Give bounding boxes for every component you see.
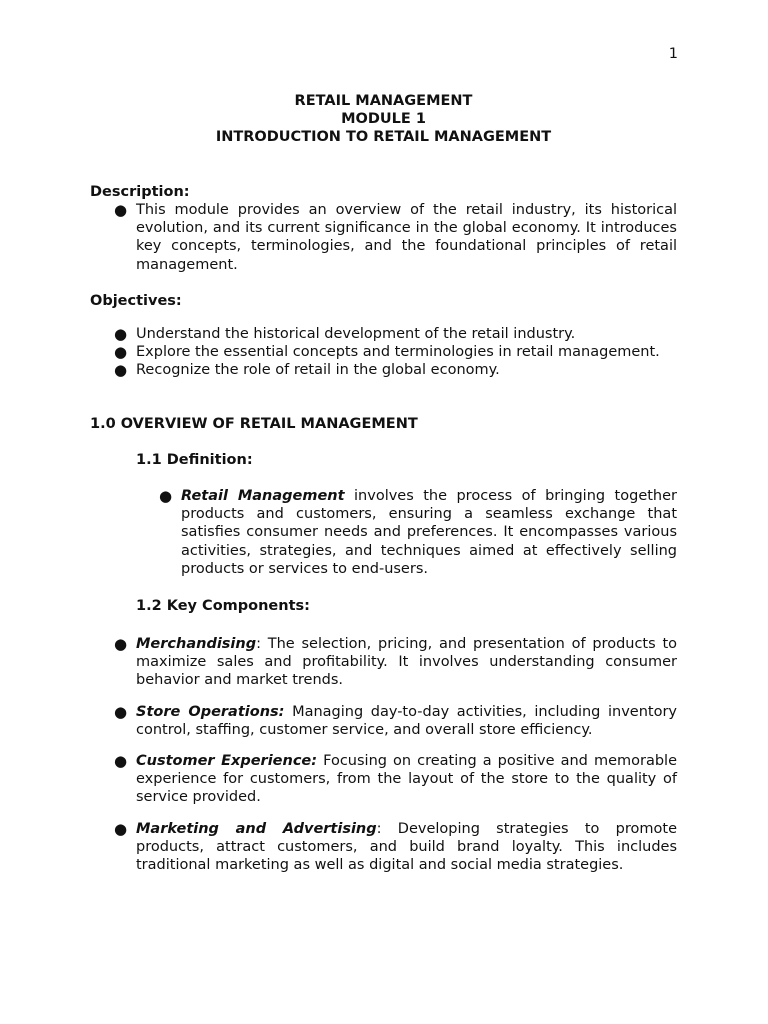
- list-item: [114, 343, 677, 362]
- component-text: Managing day-to-day activities, including inventory control, staffing, customer service, and overall store efficiency.: [136, 703, 678, 738]
- bullet-icon: ●: [114, 201, 128, 219]
- description-heading: Description:: [90, 184, 190, 200]
- definition-list: [159, 487, 677, 578]
- key-components-list: [114, 635, 678, 874]
- bullet-icon: ●: [114, 702, 128, 721]
- list-item: [114, 361, 677, 380]
- component-term: Store Operations:: [136, 703, 285, 720]
- objectives-heading: Objectives:: [90, 293, 182, 309]
- objectives-list: [114, 325, 677, 380]
- list-item-text: Recognize the role of retail in the global economy.: [136, 362, 500, 379]
- title-block: [90, 92, 677, 147]
- bullet-icon: ●: [114, 361, 128, 380]
- list-item: [114, 702, 678, 739]
- component-term: Marketing and Advertising: [136, 820, 377, 837]
- list-item: [114, 752, 677, 807]
- module-label: MODULE 1: [341, 111, 426, 128]
- bullet-icon: ●: [114, 819, 128, 838]
- component-term: Merchandising: [136, 636, 257, 652]
- list-item-text: Explore the essential concepts and terminologies in retail management.: [136, 344, 660, 361]
- list-item: [114, 325, 677, 343]
- description-list: [114, 201, 677, 274]
- bullet-icon: ●: [114, 325, 128, 343]
- bullet-icon: ●: [114, 635, 128, 653]
- component-term: Customer Experience:: [136, 753, 318, 770]
- module-title: INTRODUCTION TO RETAIL MANAGEMENT: [215, 129, 552, 146]
- key-components-heading: 1.2 Key Components:: [136, 598, 310, 614]
- list-item: [114, 819, 678, 875]
- definition-heading: 1.1 Definition:: [136, 452, 253, 468]
- list-item-text: Understand the historical development of the retail industry.: [136, 326, 576, 342]
- definition-term: Retail Management: [181, 488, 345, 504]
- bullet-icon: ●: [114, 752, 128, 771]
- section-heading: 1.0 OVERVIEW OF RETAIL MANAGEMENT: [90, 416, 418, 432]
- list-item: [159, 487, 677, 578]
- bullet-icon: ●: [159, 487, 173, 505]
- bullet-icon: ●: [114, 343, 128, 362]
- definition-text: involves the process of bringing together products and customers, ensuring a seamless exchange that satisfies consumer needs and preferences. It encompasses various activities, strategies, and techniques aimed at effectively selling products or services to end-users.: [181, 488, 677, 577]
- component-text: : The selection, pricing, and presentation of products to maximize sales and profitability. It involves understanding consumer behavior and market trends.: [136, 636, 677, 689]
- page-number: 1: [668, 46, 678, 62]
- component-text: : Developing strategies to promote products, attract customers, and build brand loyalty. This includes traditional marketing as well as digital and social media strategies.: [136, 820, 678, 874]
- list-item-text: This module provides an overview of the retail industry, its historical evolution, and its current significance in the global economy. It introduces key concepts, terminologies, and the foundational principles of retail management.: [136, 202, 677, 273]
- list-item: [114, 635, 677, 690]
- component-text: Focusing on creating a positive and memorable experience for customers, from the layout of the store to the quality of service provided.: [136, 753, 677, 806]
- list-item: [114, 201, 677, 274]
- document-title: RETAIL MANAGEMENT: [294, 93, 473, 109]
